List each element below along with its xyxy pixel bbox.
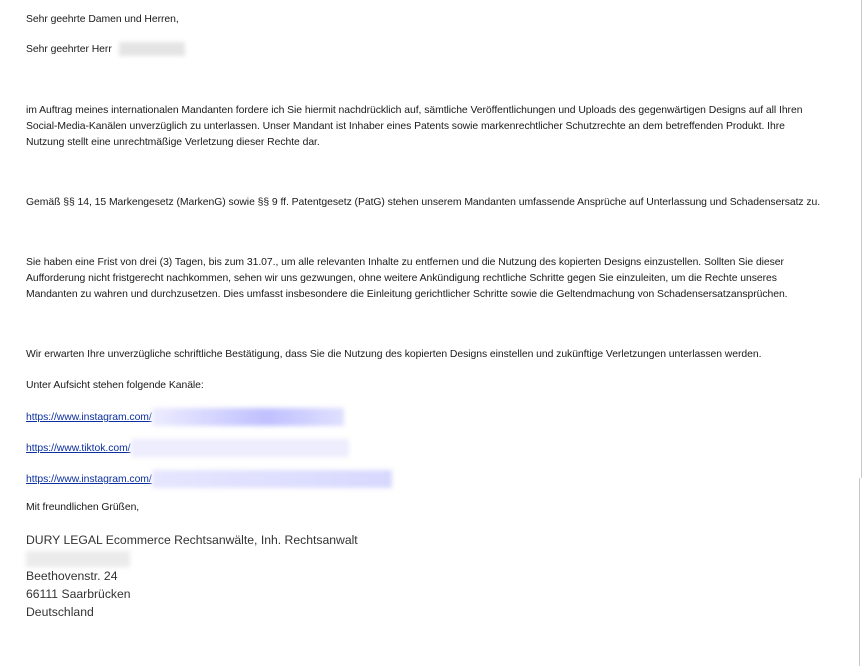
closing: Mit freundlichen Grüßen, [26,502,140,513]
greeting: Sehr geehrte Damen und Herren, [26,14,179,25]
signature-street: Beethovenstr. 24 [26,569,118,583]
salutation [26,42,185,58]
paragraph-line: Social-Media-Kanälen unverzüglich zu unterlassen. Unser Mandant ist Inhaber eines Patents sowie markenrechtlicher Schutzrechte an dem betreffenden Produkt. Ihre [26,121,785,132]
link-url[interactable]: https://www.tiktok.com/ [26,442,131,454]
channel-link-instagram-2[interactable] [26,470,392,488]
channel-link-instagram-1[interactable] [26,408,344,426]
redacted-handle [152,470,392,488]
paragraph-legal-basis: Gemäß §§ 14, 15 Markengesetz (MarkenG) sowie §§ 9 ff. Patentgesetz (PatG) stehen unserem Mandanten umfassende Ansprüche auf Unterlassung und Schadensersatz zu. [26,197,821,208]
paragraph-line: Mandanten zu wahren und durchzusetzen. Dies umfasst insbesondere die Einleitung gerichtlicher Schritte sowie die Geltendmachung von Schadensersatzansprüchen. [26,289,788,300]
window-edge [861,0,862,478]
redacted-handle [131,439,349,457]
paragraph-deadline [26,255,856,303]
salutation-text: Sehr geehrter Herr [26,44,112,55]
paragraph-demand [26,103,856,151]
paragraph-line: Aufforderung nicht fristgerecht nachkommen, sehen wir uns gezwungen, ohne weitere Ankündigung rechtliche Schritte gegen Sie einzuleiten, um die Rechte unseres [26,273,777,284]
window-edge-lower [859,478,860,666]
signature-country: Deutschland [26,605,94,619]
link-url[interactable]: https://www.instagram.com/ [26,473,152,485]
link-url[interactable]: https://www.instagram.com/ [26,411,152,423]
paragraph-line: im Auftrag meines internationalen Mandanten fordere ich Sie hiermit nachdrücklich auf, sämtliche Veröffentlichungen und Uploads des gegenwärtigen Designs auf all Ihren [26,105,803,116]
redacted-name [119,42,185,56]
redacted-lawyer-name [26,551,130,567]
signature-firm: DURY LEGAL Ecommerce Rechtsanwälte, Inh. Rechtsanwalt [26,533,358,547]
paragraph-line: Sie haben eine Frist von drei (3) Tagen, bis zum 31.07., um alle relevanten Inhalte zu entfernen und die Nutzung des kopierten Designs einzustellen. Sollten Sie dieser [26,257,784,268]
paragraph-line: Nutzung stellt eine unrechtmäßige Verletzung dieser Rechte dar. [26,137,320,148]
signature-city: 66111 Saarbrücken [26,587,131,601]
redacted-handle [152,408,344,426]
channels-intro: Unter Aufsicht stehen folgende Kanäle: [26,380,204,391]
paragraph-confirmation: Wir erwarten Ihre unverzügliche schriftliche Bestätigung, dass Sie die Nutzung des kopierten Designs einstellen und zukünftige Verletzungen unterlassen werden. [26,349,762,360]
channel-link-tiktok[interactable] [26,439,349,457]
